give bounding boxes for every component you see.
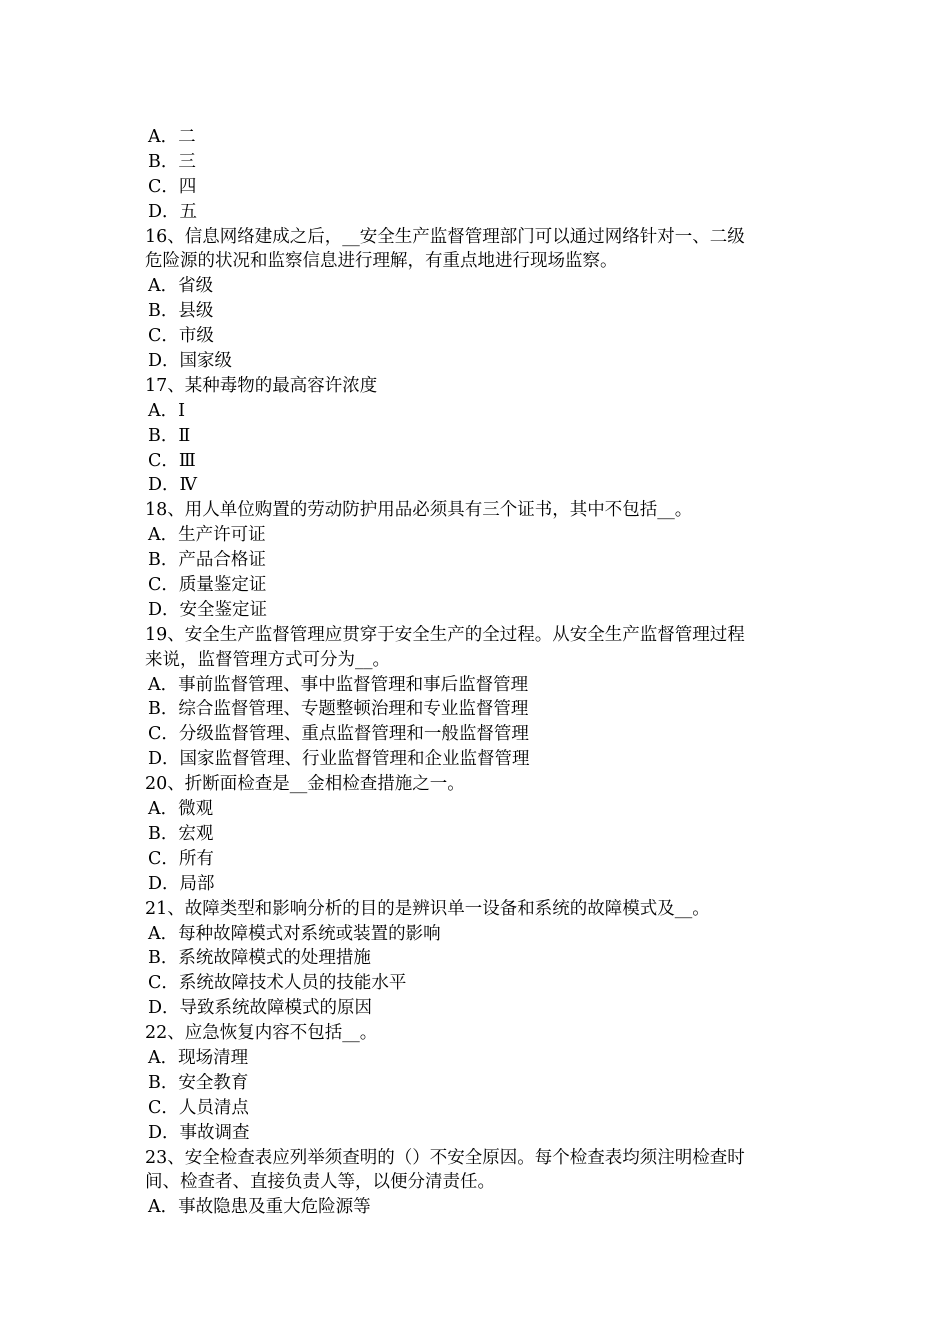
- answer-option: B．县级: [148, 301, 214, 322]
- question-text: 18、用人单位购置的劳动防护用品必须具有三个证书，其中不包括__。: [145, 500, 693, 521]
- answer-option: A．Ⅰ: [148, 400, 186, 421]
- answer-option: C．系统故障技术人员的技能水平: [148, 973, 407, 994]
- answer-option: A．生产许可证: [148, 525, 266, 546]
- question-text: 危险源的状况和监察信息进行理解，有重点地进行现场监察。: [145, 251, 618, 272]
- answer-option: B．三: [148, 151, 196, 172]
- answer-option: B．系统故障模式的处理措施: [148, 948, 371, 969]
- answer-option: A．省级: [148, 276, 214, 297]
- question-text: 间、检查者、直接负责人等，以便分清责任。: [145, 1172, 495, 1193]
- question-list: [145, 125, 825, 1220]
- answer-option: D．国家级: [148, 351, 233, 372]
- answer-option: A．事故隐患及重大危险源等: [148, 1197, 371, 1218]
- answer-option: A．二: [148, 127, 196, 147]
- answer-option: C．市级: [148, 326, 214, 347]
- answer-option: B．产品合格证: [148, 550, 266, 571]
- question-text: 22、应急恢复内容不包括__。: [145, 1023, 378, 1044]
- answer-option: D．导致系统故障模式的原因: [148, 998, 373, 1019]
- answer-option: B．宏观: [148, 823, 214, 844]
- question-text: 20、折断面检查是__金相检查措施之一。: [145, 774, 465, 795]
- question-text: 19、安全生产监督管理应贯穿于安全生产的全过程。从安全生产监督管理过程: [145, 624, 745, 645]
- answer-option: C．人员清点: [148, 1097, 249, 1118]
- answer-option: D．安全鉴定证: [148, 599, 268, 620]
- answer-option: D．局部: [148, 873, 215, 894]
- answer-option: C．Ⅲ: [148, 450, 196, 471]
- answer-option: C．所有: [148, 848, 214, 869]
- answer-option: D．五: [148, 201, 198, 222]
- answer-option: C．分级监督管理、重点监督管理和一般监督管理: [148, 724, 529, 745]
- answer-option: C．四: [148, 176, 197, 197]
- question-text: 16、信息网络建成之后，__安全生产监督管理部门可以通过网络针对一、二级: [145, 226, 745, 247]
- answer-option: C．质量鉴定证: [148, 575, 267, 596]
- answer-option: D．国家监督管理、行业监督管理和企业监督管理: [148, 749, 530, 770]
- question-text: 来说，监督管理方式可分为__。: [145, 649, 390, 670]
- answer-option: B．安全教育: [148, 1072, 249, 1093]
- answer-option: D．事故调查: [148, 1122, 250, 1143]
- answer-option: A．现场清理: [148, 1047, 249, 1068]
- answer-option: A．每种故障模式对系统或装置的影响: [148, 923, 441, 944]
- answer-option: A．微观: [148, 799, 214, 820]
- question-text: 17、某种毒物的最高容许浓度: [145, 375, 378, 396]
- answer-option: B．综合监督管理、专题整顿治理和专业监督管理: [148, 699, 529, 720]
- answer-option: D．Ⅳ: [148, 475, 198, 496]
- answer-option: A．事前监督管理、事中监督管理和事后监督管理: [148, 674, 529, 695]
- question-text: 23、安全检查表应列举须查明的（）不安全原因。每个检查表均须注明检查时: [145, 1147, 745, 1168]
- question-text: 21、故障类型和影响分析的目的是辨识单一设备和系统的故障模式及__。: [145, 898, 710, 919]
- answer-option: B．Ⅱ: [148, 425, 191, 446]
